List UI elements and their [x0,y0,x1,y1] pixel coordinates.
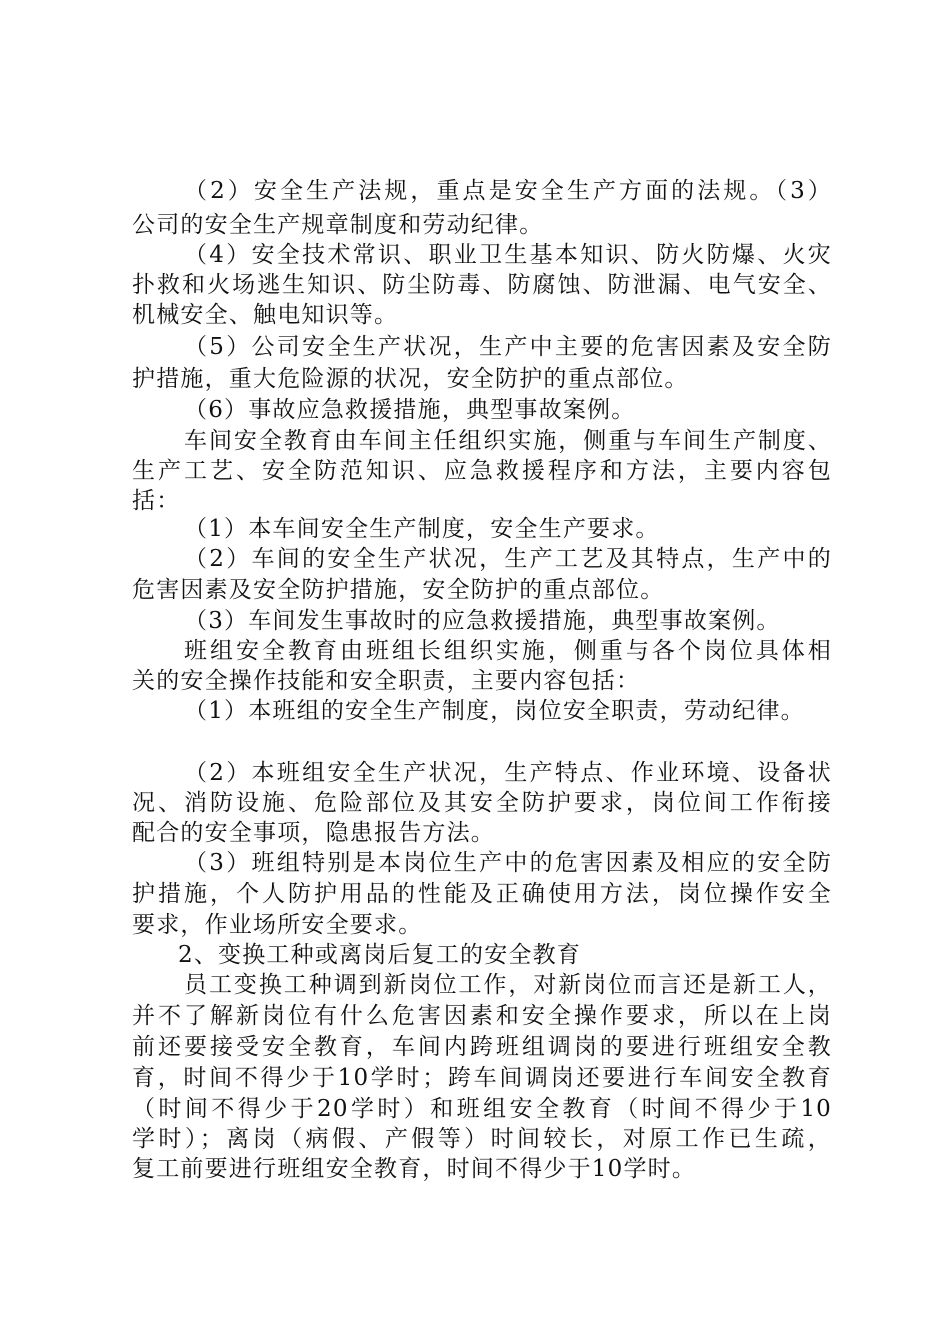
text-line: （3）车间发生事故时的应急救援措施，典型事故案例。 [184,608,781,634]
text-line: 况、消防设施、危险部位及其安全防护要求，岗位间工作衔接 [132,790,832,816]
text-line: 护措施，重大危险源的状况，安全防护的重点部位。 [132,366,689,392]
text-line: 班组安全教育由班组长组织实施，侧重与各个岗位具体相 [184,638,832,664]
text-line: 括： [132,488,181,514]
text-line: （2）安全生产法规，重点是安全生产方面的法规。（3） [184,178,832,204]
text-line: 配合的安全事项，隐患报告方法。 [132,820,495,846]
text-line: 危害因素及安全防护措施，安全防护的重点部位。 [132,577,665,603]
text-line: （4）安全技术常识、职业卫生基本知识、防火防爆、火灾 [184,242,832,268]
text-line: （1）本班组的安全生产制度，岗位安全职责，劳动纪律。 [184,698,805,724]
text-line: （6）事故应急救援措施，典型事故案例。 [184,397,636,423]
text-line: 并不了解新岗位有什么危害因素和安全操作要求，所以在上岗 [132,1003,832,1029]
text-line: 关的安全操作技能和安全职责，主要内容包括： [132,668,641,694]
text-line: 要求，作业场所安全要求。 [132,912,423,938]
text-line: 生产工艺、安全防范知识、应急救援程序和方法，主要内容包 [132,458,832,484]
text-line: 复工前要进行班组安全教育，时间不得少于10学时。 [132,1156,697,1182]
text-line: 员工变换工种调到新岗位工作，对新岗位而言还是新工人， [184,972,832,998]
text-line: 机械安全、触电知识等。 [132,302,399,328]
text-line: （2）本班组安全生产状况，生产特点、作业环境、设备状 [184,760,832,786]
text-line: 车间安全教育由车间主任组织实施，侧重与车间生产制度、 [184,428,832,454]
text-line: 公司的安全生产规章制度和劳动纪律。 [132,212,544,238]
text-line: （2）车间的安全生产状况，生产工艺及其特点，生产中的 [184,546,832,572]
text-line: 护措施，个人防护用品的性能及正确使用方法，岗位操作安全 [132,881,832,907]
text-line: 学时）；离岗（病假、产假等）时间较长，对原工作已生疏， [132,1126,832,1152]
text-line: （5）公司安全生产状况，生产中主要的危害因素及安全防 [184,334,832,360]
text-line: 育，时间不得少于10学时；跨车间调岗还要进行车间安全教育 [132,1065,832,1091]
text-line: （1）本车间安全生产制度，安全生产要求。 [184,516,660,542]
text-line: 扑救和火场逃生知识、防尘防毒、防腐蚀、防泄漏、电气安全、 [132,272,832,298]
text-line: （时间不得少于20学时）和班组安全教育（时间不得少于10 [132,1096,832,1122]
text-line: 前还要接受安全教育，车间内跨班组调岗的要进行班组安全教 [132,1034,832,1060]
text-line: （3）班组特别是本岗位生产中的危害因素及相应的安全防 [184,850,832,876]
section-heading: 2、变换工种或离岗后复工的安全教育 [178,942,582,968]
